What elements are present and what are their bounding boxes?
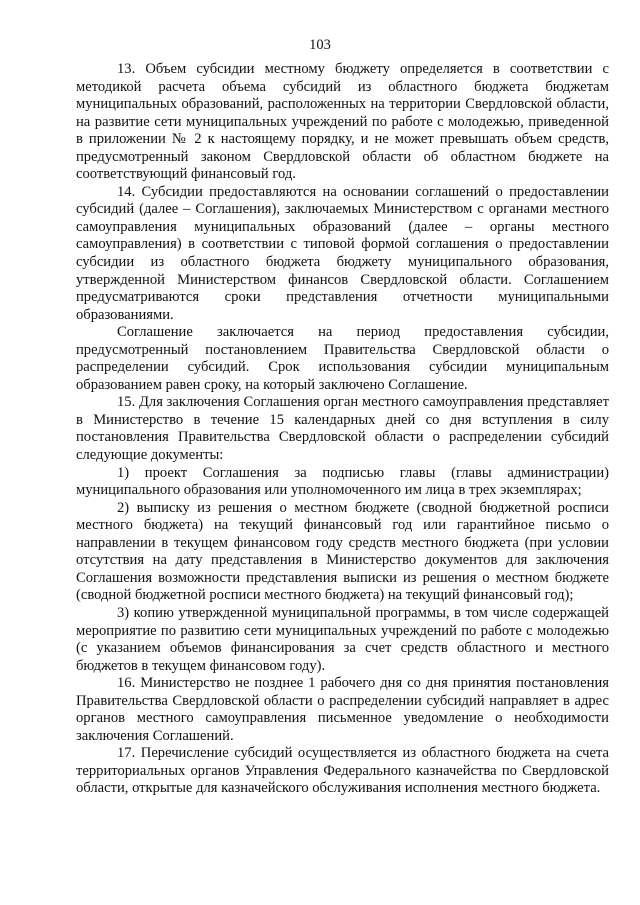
list-item-3: 3) копию утвержденной муниципальной программы, в том числе содержащей мероприятие по развитию сети муниципальных учреждений по работе с молодежью (с указанием объемов финансирования за счет средств областного и местного бюджетов в текущем финансовом году). bbox=[76, 604, 609, 674]
page-number: 103 bbox=[309, 37, 331, 53]
paragraph-13: 13. Объем субсидии местному бюджету определяется в соответствии с методикой расчета объема субсидий из областного бюджета бюджетам муниципальных образований, расположенных на территории Свердловской области, на развитие сети муниципальных учреждений по работе с молодежью, приведенной в приложении № 2 к настоящему порядку, и не может превышать объем средств, предусмотренный законом Свердловской области об областном бюджете на соответствующий финансовый год. bbox=[76, 61, 609, 183]
paragraph-17: 17. Перечисление субсидий осуществляется из областного бюджета на счета территориальных органов Управления Федерального казначейства по Свердловской области, открытые для казначейского обслуживания исполнения местного бюджета. bbox=[76, 745, 609, 797]
paragraph-15: 15. Для заключения Соглашения орган местного самоуправления представляет в Министерство в течение 15 календарных дней со дня вступления в силу постановления Правительства Свердловской области о распределении субсидий следующие документы: bbox=[76, 394, 609, 464]
list-item-2: 2) выписку из решения о местном бюджете (сводной бюджетной росписи местного бюджета) на текущий финансовый год или гарантийное письмо о направлении в текущем финансовом году средств местного бюджета (при условии отсутствия на дату представления в Министерство документов для заключения Соглашения возможности представления выписки из решения о местном бюджете (сводной бюджетной росписи местного бюджета) на текущий финансовый год); bbox=[76, 499, 609, 604]
paragraph-16: 16. Министерство не позднее 1 рабочего дня со дня принятия постановления Правительства Свердловской области о распределении субсидий направляет в адрес органов местного самоуправления письменное уведомление о необходимости заключения Соглашений. bbox=[76, 675, 609, 744]
paragraph-14: 14. Субсидии предоставляются на основании соглашений о предоставлении субсидий (далее – Соглашения), заключаемых Министерством с органами местного самоуправления муниципальных образований (далее – органы местного самоуправления) в соответствии с типовой формой соглашения о предоставлении субсидии из областного бюджета бюджету муниципального образования, утвержденной Министерством финансов Свердловской области. Соглашением предусматриваются сроки представления отчетности муниципальными образованиями. bbox=[76, 183, 609, 323]
document-body bbox=[76, 61, 609, 798]
list-item-1: 1) проект Соглашения за подписью главы (главы администрации) муниципального образования или уполномоченного им лица в трех экземплярах; bbox=[76, 464, 609, 499]
paragraph-agreement-term: Соглашение заключается на период предоставления субсидии, предусмотренный постановлением Правительства Свердловской области о распределении субсидий. Срок использования субсидии муниципальным образованием равен сроку, на который заключено Соглашение. bbox=[76, 324, 609, 393]
